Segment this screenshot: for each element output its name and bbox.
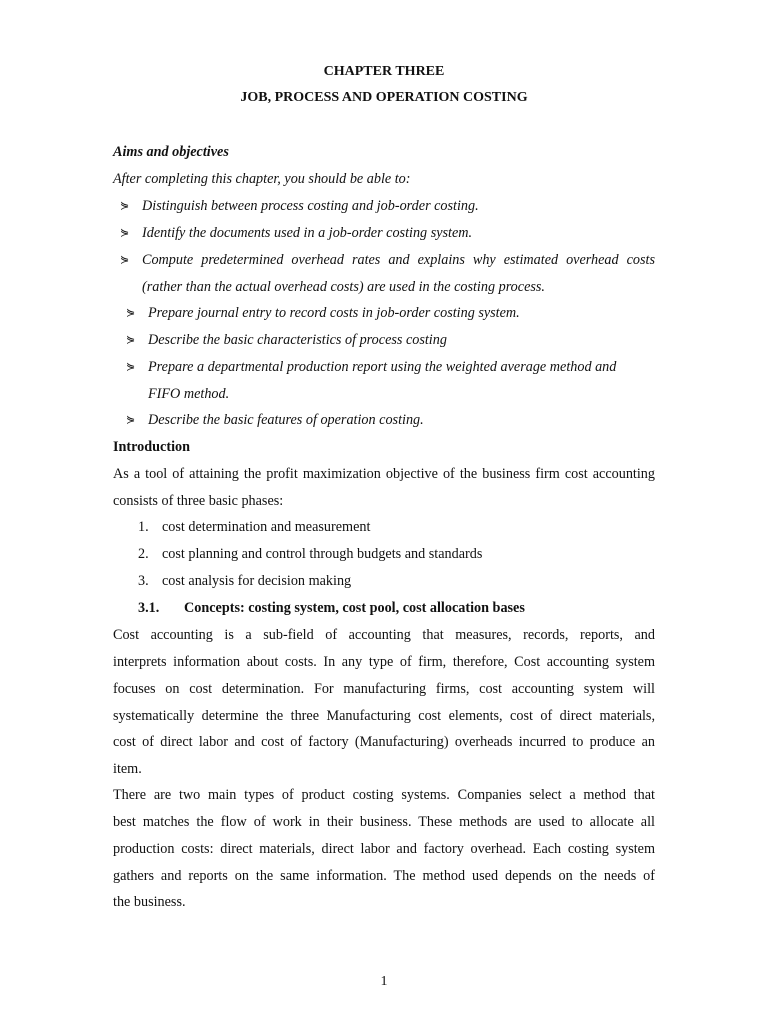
introduction-paragraph-line: consists of three basic phases:	[113, 493, 284, 509]
section-paragraph-line: There are two main types of product costing systems. Companies select a method that	[113, 787, 655, 803]
section-paragraph-line: Cost accounting is a sub-field of accounting that measures, records, reports, and	[113, 627, 655, 643]
arrow-bullet-icon: ⋟	[120, 254, 130, 266]
aims-item-6: ⋟ Prepare a departmental production report using the weighted average method and FIFO method.	[126, 359, 617, 402]
phase-list-item: 2. cost planning and control through budgets and standards	[138, 546, 483, 562]
phase-list-item: 1. cost determination and measurement	[138, 519, 371, 535]
section-heading	[138, 599, 525, 617]
section-paragraph-line: best matches the flow of work in their business. These methods are used to allocate all	[113, 814, 655, 830]
aims-item-7: ⋟ Describe the basic features of operation costing.	[126, 412, 424, 428]
section-paragraph-line: gathers and reports on the same information. The method used depends on the needs of	[113, 868, 655, 884]
phase-list-item: 3. cost analysis for decision making	[138, 573, 352, 589]
aims-item-3: ⋟ Compute predetermined overhead rates and explains why estimated overhead costs (rather than the actual overhead costs) are used in the costing process.	[120, 252, 655, 295]
arrow-bullet-icon: ⋟	[126, 334, 136, 346]
aims-item-5: ⋟ Describe the basic characteristics of process costing	[126, 332, 447, 348]
aims-heading: Aims and objectives	[113, 144, 229, 160]
chapter-subtitle: JOB, PROCESS AND OPERATION COSTING	[240, 90, 528, 105]
section-paragraph-line: focuses on cost determination. For manufacturing firms, cost accounting system will	[113, 681, 655, 697]
aims-item-1: ⋟ Distinguish between process costing and job-order costing.	[120, 198, 479, 214]
page-number: 1	[380, 974, 388, 989]
aims-item-2: ⋟ Identify the documents used in a job-order costing system.	[120, 225, 473, 241]
chapter-title: CHAPTER THREE	[323, 64, 445, 79]
arrow-bullet-icon: ⋟	[126, 414, 136, 426]
arrow-bullet-icon: ⋟	[126, 361, 136, 373]
arrow-bullet-icon: ⋟	[126, 307, 136, 319]
section-paragraph-line: the business.	[113, 894, 186, 910]
arrow-bullet-icon: ⋟	[120, 227, 130, 239]
section-paragraph-line: item.	[113, 761, 142, 777]
section-paragraph-line: production costs: direct materials, direct labor and factory overhead. Each costing system	[113, 841, 655, 857]
section-paragraph-line: cost of direct labor and cost of factory (Manufacturing) overheads incurred to produce an	[113, 734, 655, 750]
arrow-bullet-icon: ⋟	[120, 200, 130, 212]
section-number: 3.1.	[138, 600, 160, 616]
aims-intro: After completing this chapter, you should be able to:	[113, 171, 411, 187]
section-title: Concepts: costing system, cost pool, cost allocation bases	[184, 600, 525, 616]
section-paragraph-line: systematically determine the three Manufacturing cost elements, cost of direct materials,	[113, 708, 655, 724]
introduction-heading: Introduction	[113, 439, 190, 455]
introduction-paragraph-line: As a tool of attaining the profit maximization objective of the business firm cost accounting	[113, 466, 655, 482]
aims-item-4: ⋟ Prepare journal entry to record costs in job-order costing system.	[126, 305, 520, 321]
section-paragraph-line: interprets information about costs. In any type of firm, therefore, Cost accounting system	[113, 654, 655, 670]
